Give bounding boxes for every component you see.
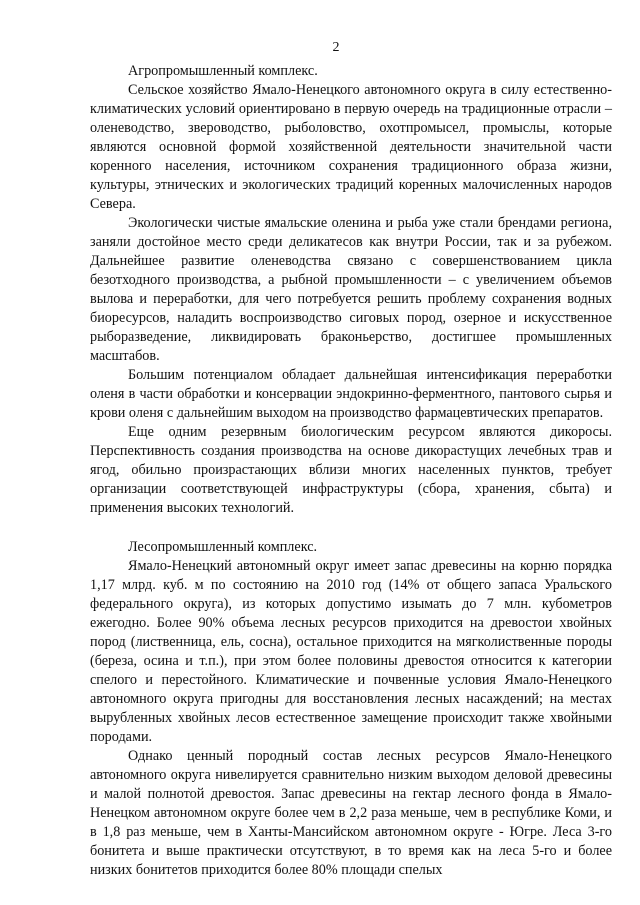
paragraph: Сельское хозяйство Ямало-Ненецкого автономного округа в силу естественно-климатических условий ориентировано в первую очередь на традиционные отрасли – оленеводство, звероводство, рыболовство, охотпромысел, промыслы, которые являются основной формой хозяйственной деятельности значительной части коренного населения, источником сохранения традиционного образа жизни, культуры, этнических и экологических традиций коренных малочисленных народов Севера. xyxy=(90,82,612,212)
section-forestry xyxy=(90,538,612,880)
section-agro xyxy=(90,62,612,518)
paragraph: Однако ценный породный состав лесных ресурсов Ямало-Ненецкого автономного округа нивелируется сравнительно низким выходом деловой древесины и малой полнотой древостоя. Запас древесины на гектар лесного фонда в Ямало-Ненецком автономном округе более чем в 2,2 раза меньше, чем в республике Коми, и в 1,8 раз меньше, чем в Ханты-Мансийском автономном округе - Югре. Леса 3-го бонитета и выше практически отсутствуют, в то время как на леса 5-го и более низких бонитетов приходится более 80% площади спелых xyxy=(90,748,612,878)
paragraph: Экологически чистые ямальские оленина и рыба уже стали брендами региона, заняли достойное место среди деликатесов как внутри России, так и за рубежом. Дальнейшее развитие оленеводства связано с совершенствованием цикла безотходного производства, а рыбной промышленности – с увеличением объемов вылова и переработки, для чего потребуется решить проблему сохранения водных биоресурсов, наладить воспроизводство сиговых пород, озерное и искусственное рыборазведение, ликвидировать браконьерство, достигшее промышленных масштабов. xyxy=(90,215,612,364)
paragraph: Еще одним резервным биологическим ресурсом являются дикоросы. Перспективность создания производства на основе дикорастущих лечебных трав и ягод, обильно произрастающих вблизи многих населенных пунктов, требует организации соответствующей инфраструктуры (сбора, хранения, сбыта) и применения высоких технологий. xyxy=(90,424,612,516)
section-spacer xyxy=(90,518,612,538)
paragraph: Ямало-Ненецкий автономный округ имеет запас древесины на корню порядка 1,17 млрд. куб. м по состоянию на 2010 год (14% от общего запаса Уральского федерального округа), из которых допустимо изымать до 7 млн. кубометров ежегодно. Более 90% объема лесных ресурсов приходится на древостои хвойных пород (лиственница, ель, сосна), остальное приходится на мягколиственные породы (береза, осина и т.п.), при этом более половины древостоя относится к категории спелого и перестойного. Климатические и почвенные условия Ямало-Ненецкого автономного округа пригодны для восстановления лесных насаждений; на местах вырубленных хвойных лесов естественное замещение происходит также хвойными породами. xyxy=(90,558,612,745)
page-number: 2 xyxy=(332,40,340,55)
section-heading: Лесопромышленный комплекс. xyxy=(128,539,318,555)
section-heading: Агропромышленный комплекс. xyxy=(128,63,318,79)
paragraph: Большим потенциалом обладает дальнейшая интенсификация переработки оленя в части обработки и консервации эндокринно-ферментного, пантового сырья и крови оленя с дальнейшим выходом на производство фармацевтических препаратов. xyxy=(90,367,612,421)
